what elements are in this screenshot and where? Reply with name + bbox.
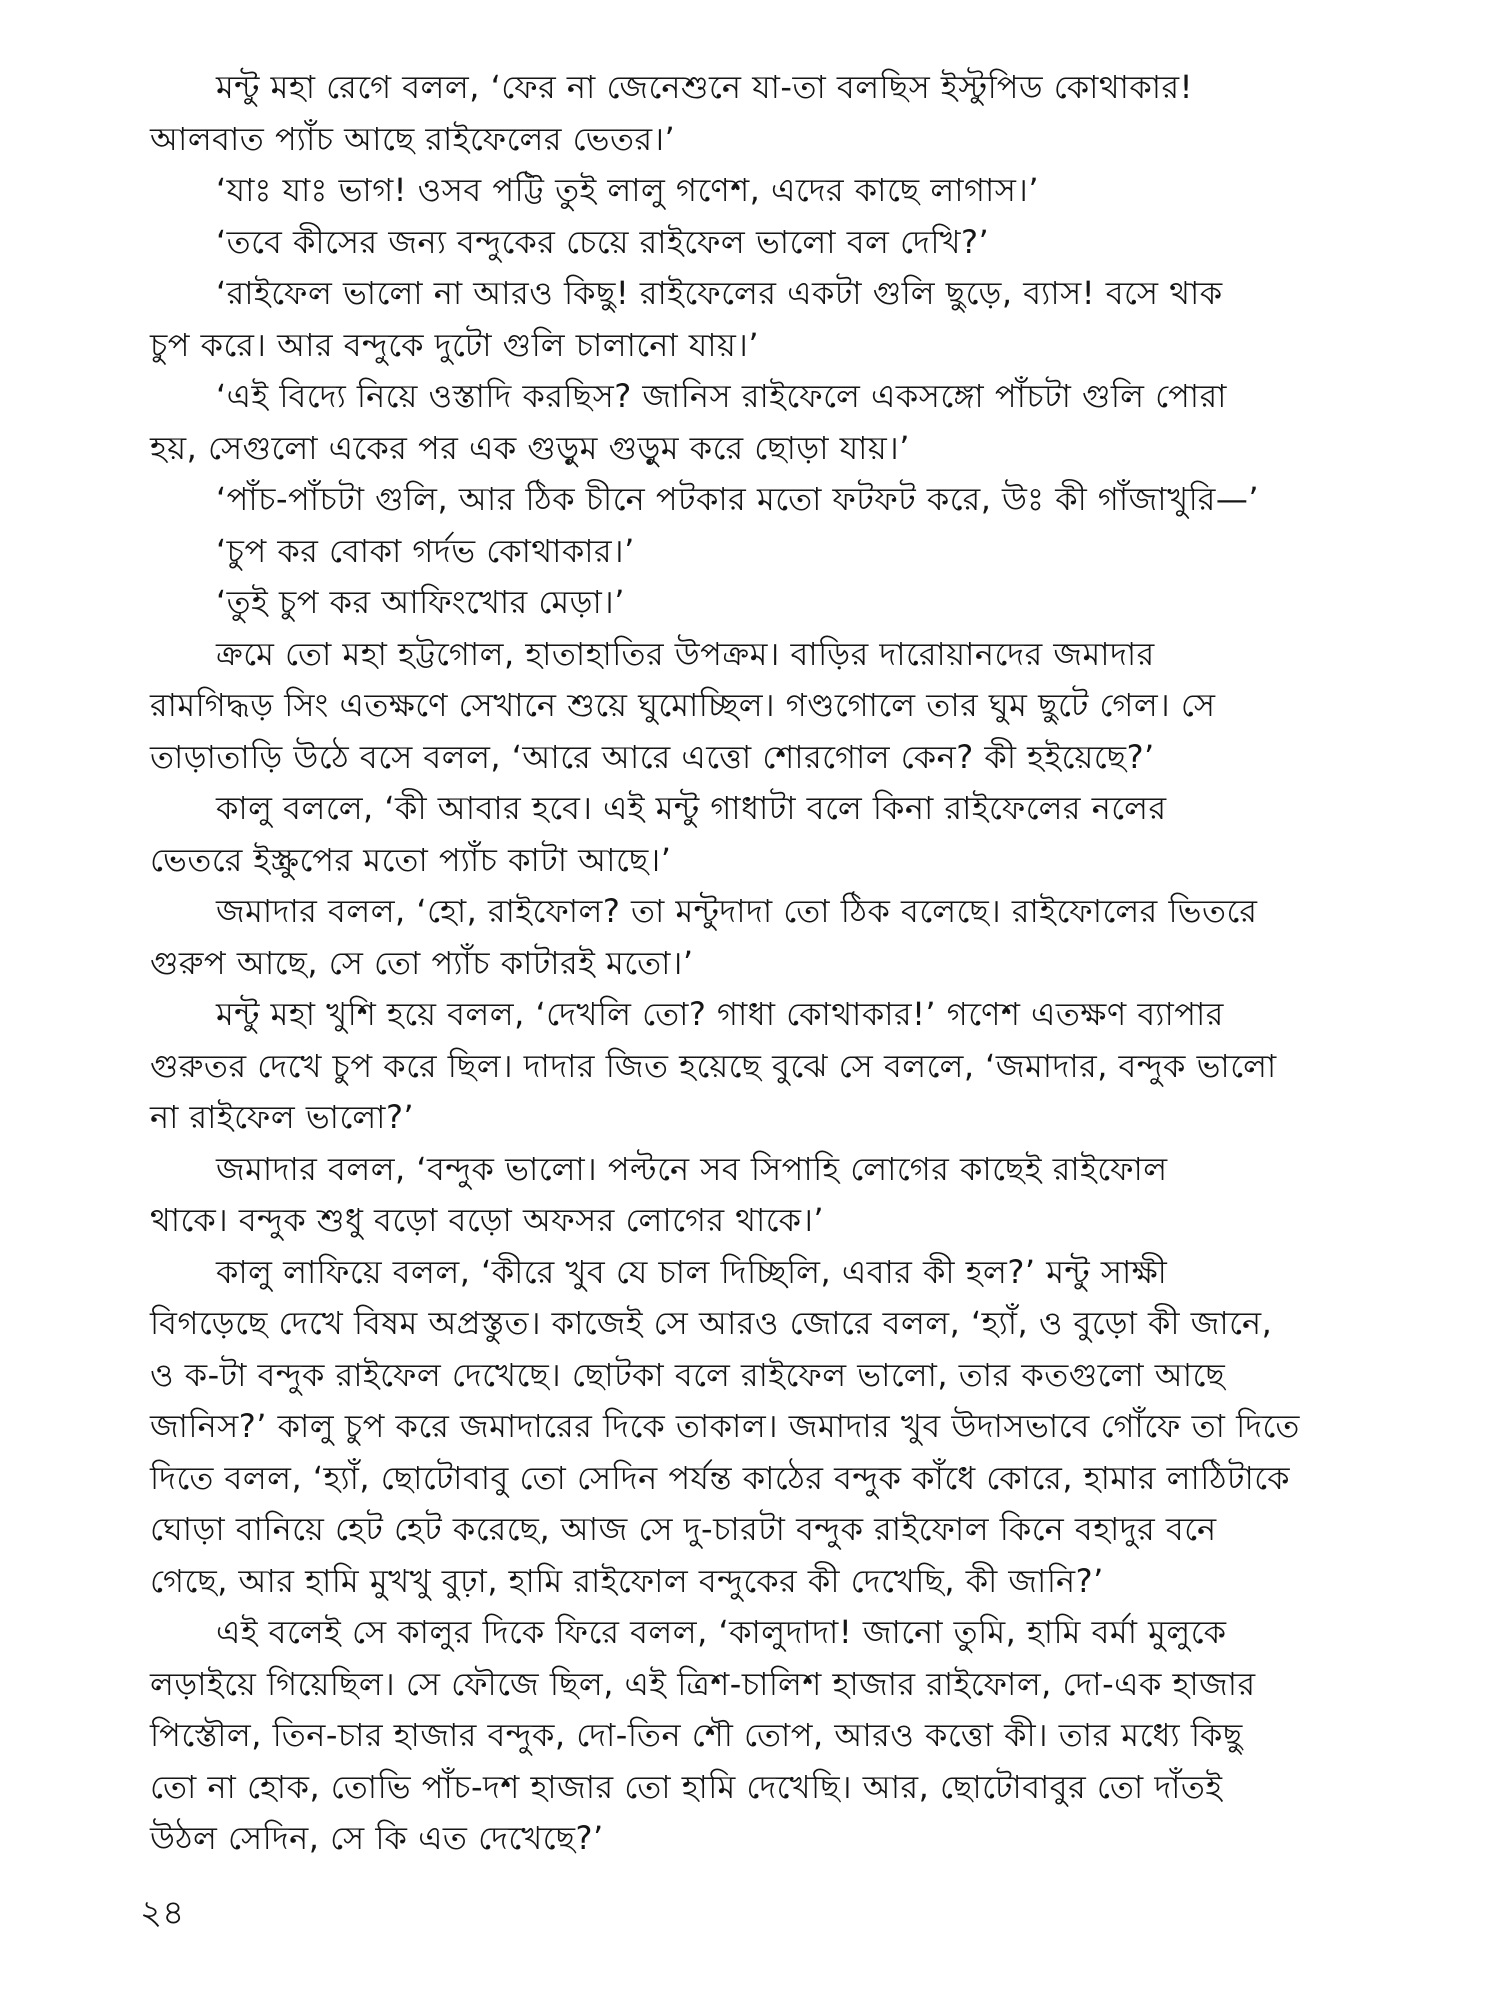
- text-line: জানিস?’ কালু চুপ করে জমাদারের দিকে তাকাল। জমাদার খুব উদাসভাবে গোঁফে তা দিতে: [150, 1407, 1300, 1445]
- paragraph: [150, 62, 1375, 165]
- text-line: ‘যাঃ যাঃ ভাগ! ওসব পট্টি তুই লালু গণেশ, এদের কাছে লাগাস।’: [216, 171, 1039, 209]
- text-line: থাকে। বন্দুক শুধু বড়ো বড়ো অফসর লোগের থাকে।’: [150, 1201, 825, 1239]
- text-line: রামগিদ্ধড় সিং এতক্ষণে সেখানে শুয়ে ঘুমোচ্ছিল। গণ্ডগোলে তার ঘুম ছুটে গেল। সে: [150, 686, 1216, 724]
- text-line: ‘চুপ কর বোকা গর্দভ কোথাকার।’: [216, 531, 635, 570]
- text-line: গুরুতর দেখে চুপ করে ছিল। দাদার জিত হয়েছে বুঝে সে বললে, ‘জমাদার, বন্দুক ভালো: [150, 1046, 1277, 1085]
- text-line: এই বলেই সে কালুর দিকে ফিরে বলল, ‘কালুদাদা! জানো তুমি, হামি বর্মা মুলুকে: [216, 1613, 1227, 1651]
- text-line: গেছে, আর হামি মুখখু বুঢ়া, হামি রাইফোল বন্দুকের কী দেখেছি, কী জানি?’: [150, 1561, 1104, 1600]
- paragraph: [150, 371, 1375, 474]
- text-line: হয়, সেগুলো একের পর এক গুড়ুম গুড়ুম করে ছোড়া যায়।’: [150, 428, 910, 467]
- text-body: [150, 62, 1375, 1865]
- paragraph: [150, 474, 1375, 526]
- text-line: জমাদার বলল, ‘বন্দুক ভালো। পল্টনে সব সিপাহি লোগের কাছেই রাইফোল: [216, 1149, 1168, 1188]
- paragraph: [150, 526, 1375, 578]
- paragraph: [150, 629, 1375, 784]
- paragraph: [150, 577, 1375, 629]
- paragraph: [150, 989, 1375, 1144]
- text-line: কালু বললে, ‘কী আবার হবে। এই মন্টু গাধাটা বলে কিনা রাইফেলের নলের: [216, 789, 1167, 827]
- text-line: না রাইফেল ভালো?’: [150, 1098, 415, 1136]
- text-line: তাড়াতাড়ি উঠে বসে বলল, ‘আরে আরে এত্তো শোরগোল কেন? কী হইয়েছে?’: [150, 737, 1155, 776]
- paragraph: [150, 268, 1375, 371]
- text-line: ‘তুই চুপ কর আফিংখোর মেড়া।’: [216, 583, 625, 621]
- page-number: ২৪: [140, 1893, 185, 1933]
- paragraph: [150, 1607, 1375, 1865]
- text-line: ভেতরে ইস্ক্রুপের মতো প্যাঁচ কাটা আছে।’: [150, 840, 672, 879]
- paragraph: [150, 783, 1375, 886]
- text-line: বিগড়েছে দেখে বিষম অপ্রস্তুত। কাজেই সে আরও জোরে বলল, ‘হ্যাঁ, ও বুড়ো কী জানে,: [150, 1304, 1273, 1342]
- text-line: চুপ করে। আর বন্দুকে দুটো গুলি চালানো যায়।’: [150, 325, 759, 364]
- text-line: কালু লাফিয়ে বলল, ‘কীরে খুব যে চাল দিচ্ছিলি, এবার কী হল?’ মন্টু সাক্ষী: [216, 1252, 1168, 1291]
- paragraph: [150, 1144, 1375, 1247]
- paragraph: [150, 165, 1375, 217]
- text-line: দিতে বলল, ‘হ্যাঁ, ছোটোবাবু তো সেদিন পর্যন্ত কাঠের বন্দুক কাঁধে কোরে, হামার লাঠিটাকে: [150, 1458, 1291, 1497]
- paragraph: [150, 886, 1375, 989]
- text-line: মন্টু মহা রেগে বলল, ‘ফের না জেনেশুনে যা-তা বলছিস ইস্টুপিড কোথাকার!: [216, 68, 1193, 106]
- text-line: জমাদার বলল, ‘হো, রাইফোল? তা মন্টুদাদা তো ঠিক বলেছে। রাইফোলের ভিতরে: [216, 892, 1258, 930]
- text-line: ক্রমে তো মহা হট্টগোল, হাতাহাতির উপক্রম। বাড়ির দারোয়ানদের জমাদার: [216, 634, 1155, 673]
- paragraph: [150, 217, 1375, 269]
- text-line: ‘পাঁচ-পাঁচটা গুলি, আর ঠিক চীনে পটকার মতো ফটফট করে, উঃ কী গাঁজাখুরি—’: [216, 480, 1260, 518]
- text-line: ‘তবে কীসের জন্য বন্দুকের চেয়ে রাইফেল ভালো বল দেখি?’: [216, 222, 990, 261]
- text-line: ‘এই বিদ্যে নিয়ে ওস্তাদি করছিস? জানিস রাইফেলে একসঙ্গো পাঁচটা গুলি পোরা: [216, 377, 1227, 415]
- text-line: আলবাত প্যাঁচ আছে রাইফেলের ভেতর।’: [150, 119, 676, 158]
- text-line: মন্টু মহা খুশি হয়ে বলল, ‘দেখলি তো? গাধা কোথাকার!’ গণেশ এতক্ষণ ব্যাপার: [216, 995, 1224, 1033]
- text-line: লড়াইয়ে গিয়েছিল। সে ফৌজে ছিল, এই ত্রিশ-চালিশ হাজার রাইফোল, দো-এক হাজার: [150, 1664, 1256, 1703]
- text-line: ও ক-টা বন্দুক রাইফেল দেখেছে। ছোটকা বলে রাইফেল ভালো, তার কতগুলো আছে: [150, 1355, 1226, 1394]
- text-line: ঘোড়া বানিয়ে হেট হেট করেছে, আজ সে দু-চারটা বন্দুক রাইফোল কিনে বহাদুর বনে: [150, 1510, 1217, 1548]
- text-line: তো না হোক, তোভি পাঁচ-দশ হাজার তো হামি দেখেছি। আর, ছোটোবাবুর তো দাঁতই: [150, 1767, 1223, 1806]
- paragraph: [150, 1247, 1375, 1608]
- text-line: পিস্তৌল, তিন-চার হাজার বন্দুক, দো-তিন শৌ তোপ, আরও কত্তো কী। তার মধ্যে কিছু: [150, 1716, 1243, 1754]
- text-line: উঠল সেদিন, সে কি এত দেখেছে?’: [150, 1819, 604, 1857]
- text-line: গুরুপ আছে, সে তো প্যাঁচ কাটারই মতো।’: [150, 943, 694, 982]
- text-line: ‘রাইফেল ভালো না আরও কিছু! রাইফেলের একটা গুলি ছুড়ে, ব্যাস! বসে থাক: [216, 274, 1223, 312]
